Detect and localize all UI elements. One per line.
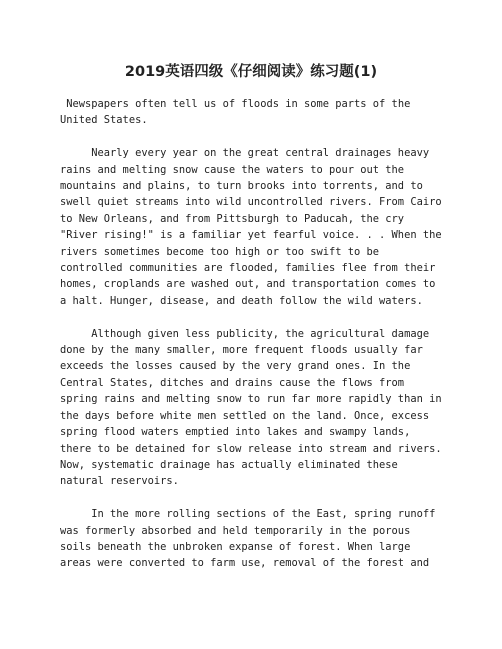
paragraph-2: Nearly every year on the great central drainages heavy rains and melting snow cause the waters to pour out the mountains and plains, to turn brooks into torrents, and to swell quiet streams into wild uncontrolled rivers. From Cairo to New Orleans, and from Pittsburgh to Paducah, the cry "River rising!" is a familiar yet fearful voice. . . When the rivers sometimes become too high or too swift to be controlled communities are flooded, families flee from their homes, croplands are washed out, and transportation comes to a halt. Hunger, disease, and death follow the wild waters. [60,147,442,307]
paragraph-3: Although given less publicity, the agricultural damage done by the many smaller, more frequent floods usually far exceeds the losses caused by the very grand ones. In the Central States, ditches and drains cause the flows from spring rains and melting snow to run far more rapidly than in the days before white men settled on the land. Once, excess spring flood waters emptied into lakes and swampy lands, there to be detained for slow release into stream and rivers. Now, systematic drainage has actually eliminated these natural reservoirs. [60,327,442,488]
paragraph-4: In the more rolling sections of the East, spring runoff was formerly absorbed and held temporarily in the porous soils beneath the unbroken expanse of forest. When large areas were converted to farm use, removal of the forest and [60,508,436,570]
paragraph-1: Newspapers often tell us of floods in some parts of the United States. [60,98,411,127]
document-title: 2019英语四级《仔细阅读》练习题(1) [124,64,378,80]
document-body [60,96,450,588]
